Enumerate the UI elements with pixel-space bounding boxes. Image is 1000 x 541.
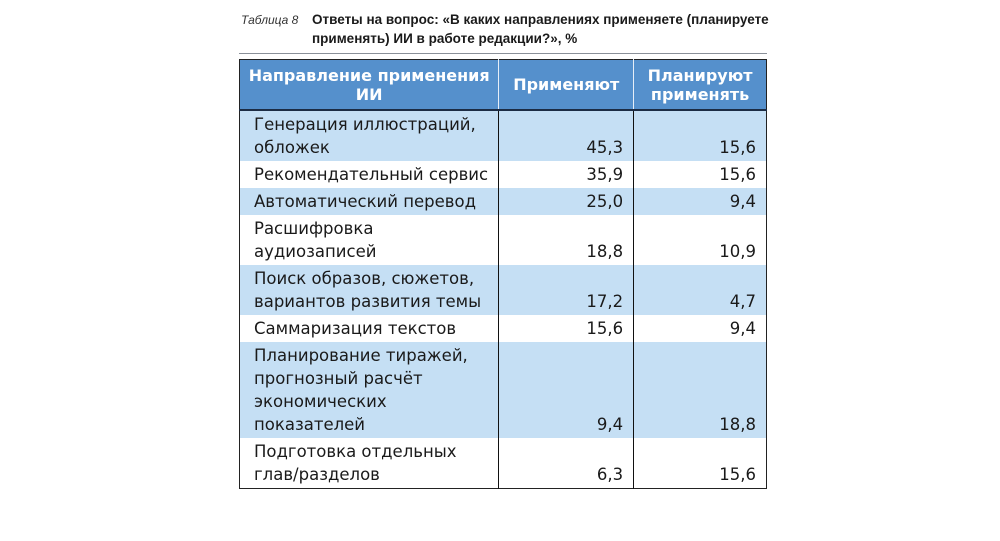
header-plan: Планируют применять [634,60,767,111]
cell-plan: 15,6 [634,161,767,188]
cell-direction: Саммаризация текстов [254,319,457,338]
cell-apply: 6,3 [499,438,634,489]
cell-apply: 9,4 [499,342,634,438]
cell-plan: 10,9 [634,215,767,265]
header-direction: Направление применения ИИ [240,60,499,111]
survey-table [239,59,767,489]
table-number: Таблица 8 [241,13,299,27]
cell-direction: Подготовка отдельных глав/разделов [254,442,457,484]
cell-direction: Расшифровка аудиозаписей [254,219,377,261]
table-row [240,342,767,438]
table-title: Ответы на вопрос: «В каких направлениях применяете (планируете применять) ИИ в работе редакции?», % [312,12,769,46]
table-header-row [240,60,767,111]
cell-plan: 9,4 [634,188,767,215]
cell-plan: 15,6 [634,438,767,489]
caption-divider [239,53,767,54]
cell-direction: Автоматический перевод [240,188,499,215]
cell-plan: 15,6 [634,110,767,161]
cell-apply: 45,3 [499,110,634,161]
cell-apply: 17,2 [499,265,634,315]
table-row [240,161,767,188]
cell-apply: 25,0 [499,188,634,215]
cell-apply: 35,9 [499,161,634,188]
header-apply: Применяют [499,60,634,111]
cell-direction: Рекомендательный сервис [254,165,489,184]
table-row [240,215,767,265]
cell-plan: 18,8 [634,342,767,438]
cell-direction: Генерация иллюстраций, обложек [240,110,499,161]
table-row [240,265,767,315]
cell-direction: Поиск образов, сюжетов, вариантов развития темы [240,265,499,315]
cell-direction: Планирование тиражей, прогнозный расчёт экономических показателей [240,342,499,438]
cell-apply: 18,8 [499,215,634,265]
table-row [240,315,767,342]
cell-apply: 15,6 [499,315,634,342]
cell-plan: 4,7 [634,265,767,315]
cell-plan: 9,4 [634,315,767,342]
table-row [240,188,767,215]
table-row [240,438,767,489]
table-row [240,110,767,161]
